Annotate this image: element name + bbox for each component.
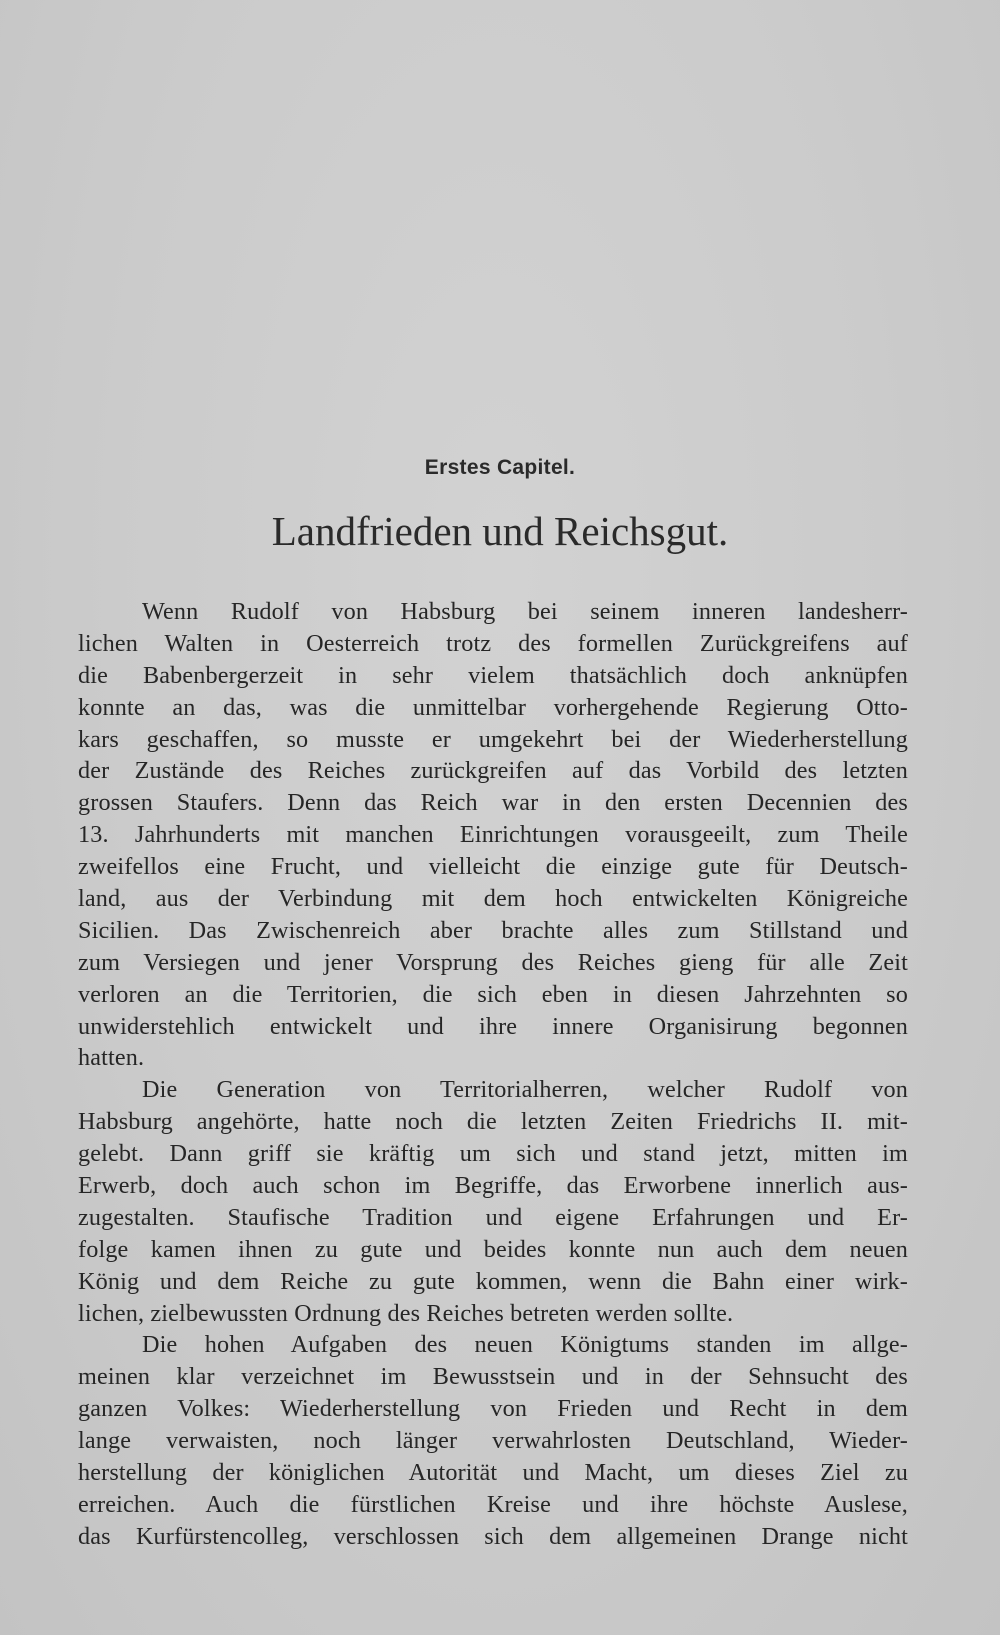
- text-line: kars geschaffen, so musste er umgekehrt bei der Wiederherstellung: [78, 725, 908, 753]
- text-line: meinen klar verzeichnet im Bewusstsein und in der Sehnsucht des: [78, 1363, 908, 1391]
- chapter-title: Landfrieden und Reichsgut.: [271, 508, 729, 554]
- text-line: verloren an die Territorien, die sich eben in diesen Jahrzehnten so: [78, 980, 908, 1008]
- body-text: [78, 596, 908, 1553]
- text-line: folge kamen ihnen zu gute und beides konnte nun auch dem neuen: [78, 1235, 908, 1263]
- text-line: Wenn Rudolf von Habsburg bei seinem inneren landesherr-: [142, 598, 908, 625]
- text-line: zugestalten. Staufische Tradition und eigene Erfahrungen und Er-: [78, 1203, 908, 1231]
- text-line: Erwerb, doch auch schon im Begriffe, das Erworbene innerlich aus-: [78, 1172, 908, 1200]
- text-line: das Kurfürstencolleg, verschlossen sich dem allgemeinen Drange nicht: [78, 1522, 908, 1550]
- text-line: der Zustände des Reiches zurückgreifen auf das Vorbild des letzten: [78, 757, 908, 785]
- chapter-label: Erstes Capitel.: [424, 456, 576, 479]
- text-line: Die Generation von Territorialherren, welcher Rudolf von: [142, 1076, 908, 1104]
- text-line: grossen Staufers. Denn das Reich war in den ersten Decennien des: [78, 789, 908, 817]
- text-line: lichen Walten in Oesterreich trotz des formellen Zurückgreifens auf: [78, 629, 908, 657]
- text-line: hatten.: [78, 1044, 145, 1072]
- text-line: unwiderstehlich entwickelt und ihre innere Organisirung begonnen: [78, 1012, 908, 1040]
- text-line: Sicilien. Das Zwischenreich aber brachte alles zum Stillstand und: [78, 916, 908, 944]
- text-line: Die hohen Aufgaben des neuen Königtums standen im allge-: [142, 1331, 908, 1359]
- text-line: 13. Jahrhunderts mit manchen Einrichtungen vorausgeeilt, zum Theile: [78, 821, 908, 849]
- text-line: erreichen. Auch die fürstlichen Kreise und ihre höchste Auslese,: [78, 1490, 908, 1518]
- text-line: lange verwaisten, noch länger verwahrlosten Deutschland, Wieder-: [78, 1427, 908, 1455]
- text-line: konnte an das, was die unmittelbar vorhergehende Regierung Otto-: [78, 693, 908, 721]
- text-line: ganzen Volkes: Wiederherstellung von Frieden und Recht in dem: [78, 1395, 908, 1423]
- text-line: herstellung der königlichen Autorität und Macht, um dieses Ziel zu: [78, 1459, 908, 1487]
- text-line: lichen, zielbewussten Ordnung des Reiches betreten werden sollte.: [78, 1299, 734, 1327]
- text-line: zweifellos eine Frucht, und vielleicht die einzige gute für Deutsch-: [78, 853, 908, 881]
- text-line: gelebt. Dann griff sie kräftig um sich und stand jetzt, mitten im: [78, 1140, 908, 1168]
- text-line: König und dem Reiche zu gute kommen, wenn die Bahn einer wirk-: [78, 1267, 908, 1295]
- text-line: Habsburg angehörte, hatte noch die letzten Zeiten Friedrichs II. mit-: [78, 1108, 908, 1136]
- text-line: die Babenbergerzeit in sehr vielem thatsächlich doch anknüpfen: [78, 661, 908, 689]
- text-line: land, aus der Verbindung mit dem hoch entwickelten Königreiche: [78, 885, 908, 913]
- text-line: zum Versiegen und jener Vorsprung des Reiches gieng für alle Zeit: [78, 948, 908, 976]
